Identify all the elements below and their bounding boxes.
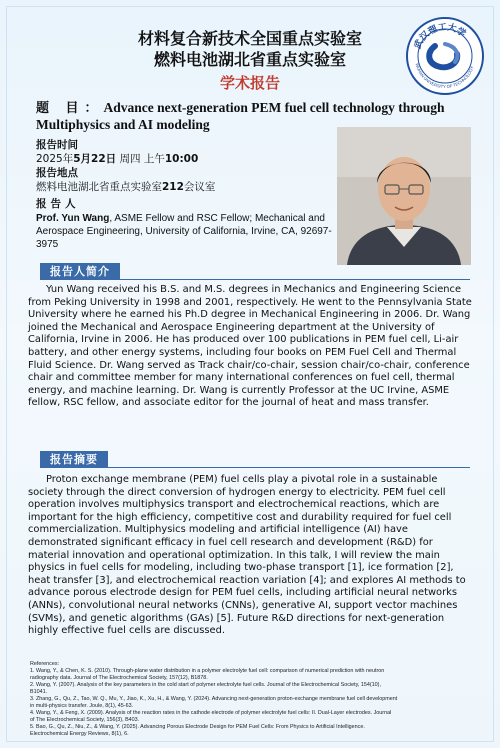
speaker-label: 报告人 <box>36 198 80 210</box>
reference-line: Electrochemical Energy Reviews, 8(1), 6. <box>30 731 129 737</box>
speaker-bio <box>28 284 473 410</box>
place-label: 报告地点 <box>36 167 78 179</box>
reference-line: radiography data. Journal of The Electrochemical Society, 157(12), B1878. <box>30 675 208 681</box>
speaker-info <box>36 212 336 251</box>
lab-name-1: 材料复合新技术全国重点实验室 <box>137 29 362 48</box>
time-value: 2025年5月22日 周四 上午10:00 <box>36 153 199 165</box>
reference-line: in multi-physics transfer. Joule, 8(1), 45-63. <box>30 703 134 709</box>
reference-line: 4. Wang, Y., & Feng, X. (2009). Analysis of the reaction rates in the cathode electrode of polymer electrolyte fuel cells: II. Dual-Layer electrodes. Journal <box>30 710 392 716</box>
reference-line: of The Electrochemical Society, 156(3), B403. <box>30 717 140 723</box>
speaker-affiliation: , ASME Fellow and RSC Fellow; Mechanical and Aerospace Engineering, University of California, Irvine, CA, 92697-3975 <box>36 213 332 250</box>
logo-english-text: WUHAN UNIVERSITY OF TECHNOLOGY <box>414 62 475 90</box>
reference-line: B1041. <box>30 689 48 695</box>
lab-name-2: 燃料电池湖北省重点实验室 <box>153 50 346 69</box>
place-value: 燃料电池湖北省重点实验室212会议室 <box>36 181 216 193</box>
reference-line: 3. Zhang, G., Qu, Z., Tao, W. Q., Mu, Y., Jiao, K., Xu, H., & Wang, Y. (2024). Advancing next-generation proton-exchange membrane fuel cell development <box>30 696 398 702</box>
references-heading: References: <box>30 661 60 667</box>
speaker-photo <box>337 127 471 265</box>
time-label: 报告时间 <box>36 139 78 151</box>
university-logo <box>405 16 485 96</box>
reference-line: 1. Wang, Y., & Chen, K. S. (2010). Through-plane water distribution in a polymer electrolyte fuel cell: comparison of numerical prediction with neutron <box>30 668 385 674</box>
reference-line: 5. Bao, G., Qu, Z., Niu, Z., & Wang, Y. (2025). Advancing Porous Electrode Design for PEM Fuel Cells: From Physics to Artificial Intelligence. <box>30 724 365 730</box>
references <box>30 661 470 738</box>
reference-line: 2. Wang, Y. (2007). Analysis of the key parameters in the cold start of polymer electrolyte fuel cells. Journal of the Electrochemical Society, 154(10), <box>30 682 381 688</box>
report-label: 学术报告 <box>219 74 280 92</box>
title-prefix: 题 目： <box>36 101 104 116</box>
event-details <box>36 138 336 251</box>
logo-chinese-text: 武汉理工大学 <box>413 22 468 51</box>
abstract-section-rule <box>40 467 470 468</box>
abstract-section-label: 报告摘要 <box>40 451 108 468</box>
speaker-name: Prof. Yun Wang <box>36 213 110 224</box>
bio-paragraph: Yun Wang received his B.S. and M.S. degrees in Mechanics and Engineering Science from Peking University in 1998 and 2001, respectively. He went to the Pennsylvania State University where he earned his Ph.D degree in Mechanical Engineering in 2006. Dr. Wang joined the Mechanical and Aerospace Engineering department at the University of California, Irvine in 2006. He has produced over 100 publications in PEM fuel cell, Li-air battery, and other energy systems, including four books on PEM Fuel Cell and Thermal Fluid Science. Dr. Wang served as Track chair/co-chair, session chair/co-chair, conference chair and committee member for many international conferences on fuel cell, thermal energy, and machine learning. Dr. Wang is currently Professor at the UC Irvine, ASME fellow, RSC fellow, and associate editor for the journal of heat and mass transfer. <box>28 284 472 409</box>
bio-section-label: 报告人简介 <box>40 263 120 280</box>
abstract-paragraph: Proton exchange membrane (PEM) fuel cells play a pivotal role in a sustainable society through the direct conversion of hydrogen energy to electricity. PEM fuel cell operation involves multiphysics transport and electrochemical reactions, which are important for the high efficiency, competitive cost and durability required for fuel cell commercialization. Multiphysics modeling and artificial intelligence (AI) have demonstrated significant efficacy in fuel cell research and development (R&D) for material innovation and operational optimization. In this talk, I will review the main physics in fuel cells for modeling, including two-phase transport [1], ice formation [2], heat transfer [3], and electrochemical reaction variation [4]; and explores AI methods to advance porous electrode design for PEM fuel cells, including artificial neural networks (ANNs), convolutional neural networks (CNNs), generative AI, support vector machines (SVMs), and genetic algorithms (GAs) [5]. Future R&D directions for next-generation highly effective fuel cells are discussed. <box>28 474 466 637</box>
title-text: Advance next-generation PEM fuel cell technology through Multiphysics and AI modeling <box>36 100 445 132</box>
abstract <box>28 474 473 638</box>
bio-section-rule <box>40 279 470 280</box>
